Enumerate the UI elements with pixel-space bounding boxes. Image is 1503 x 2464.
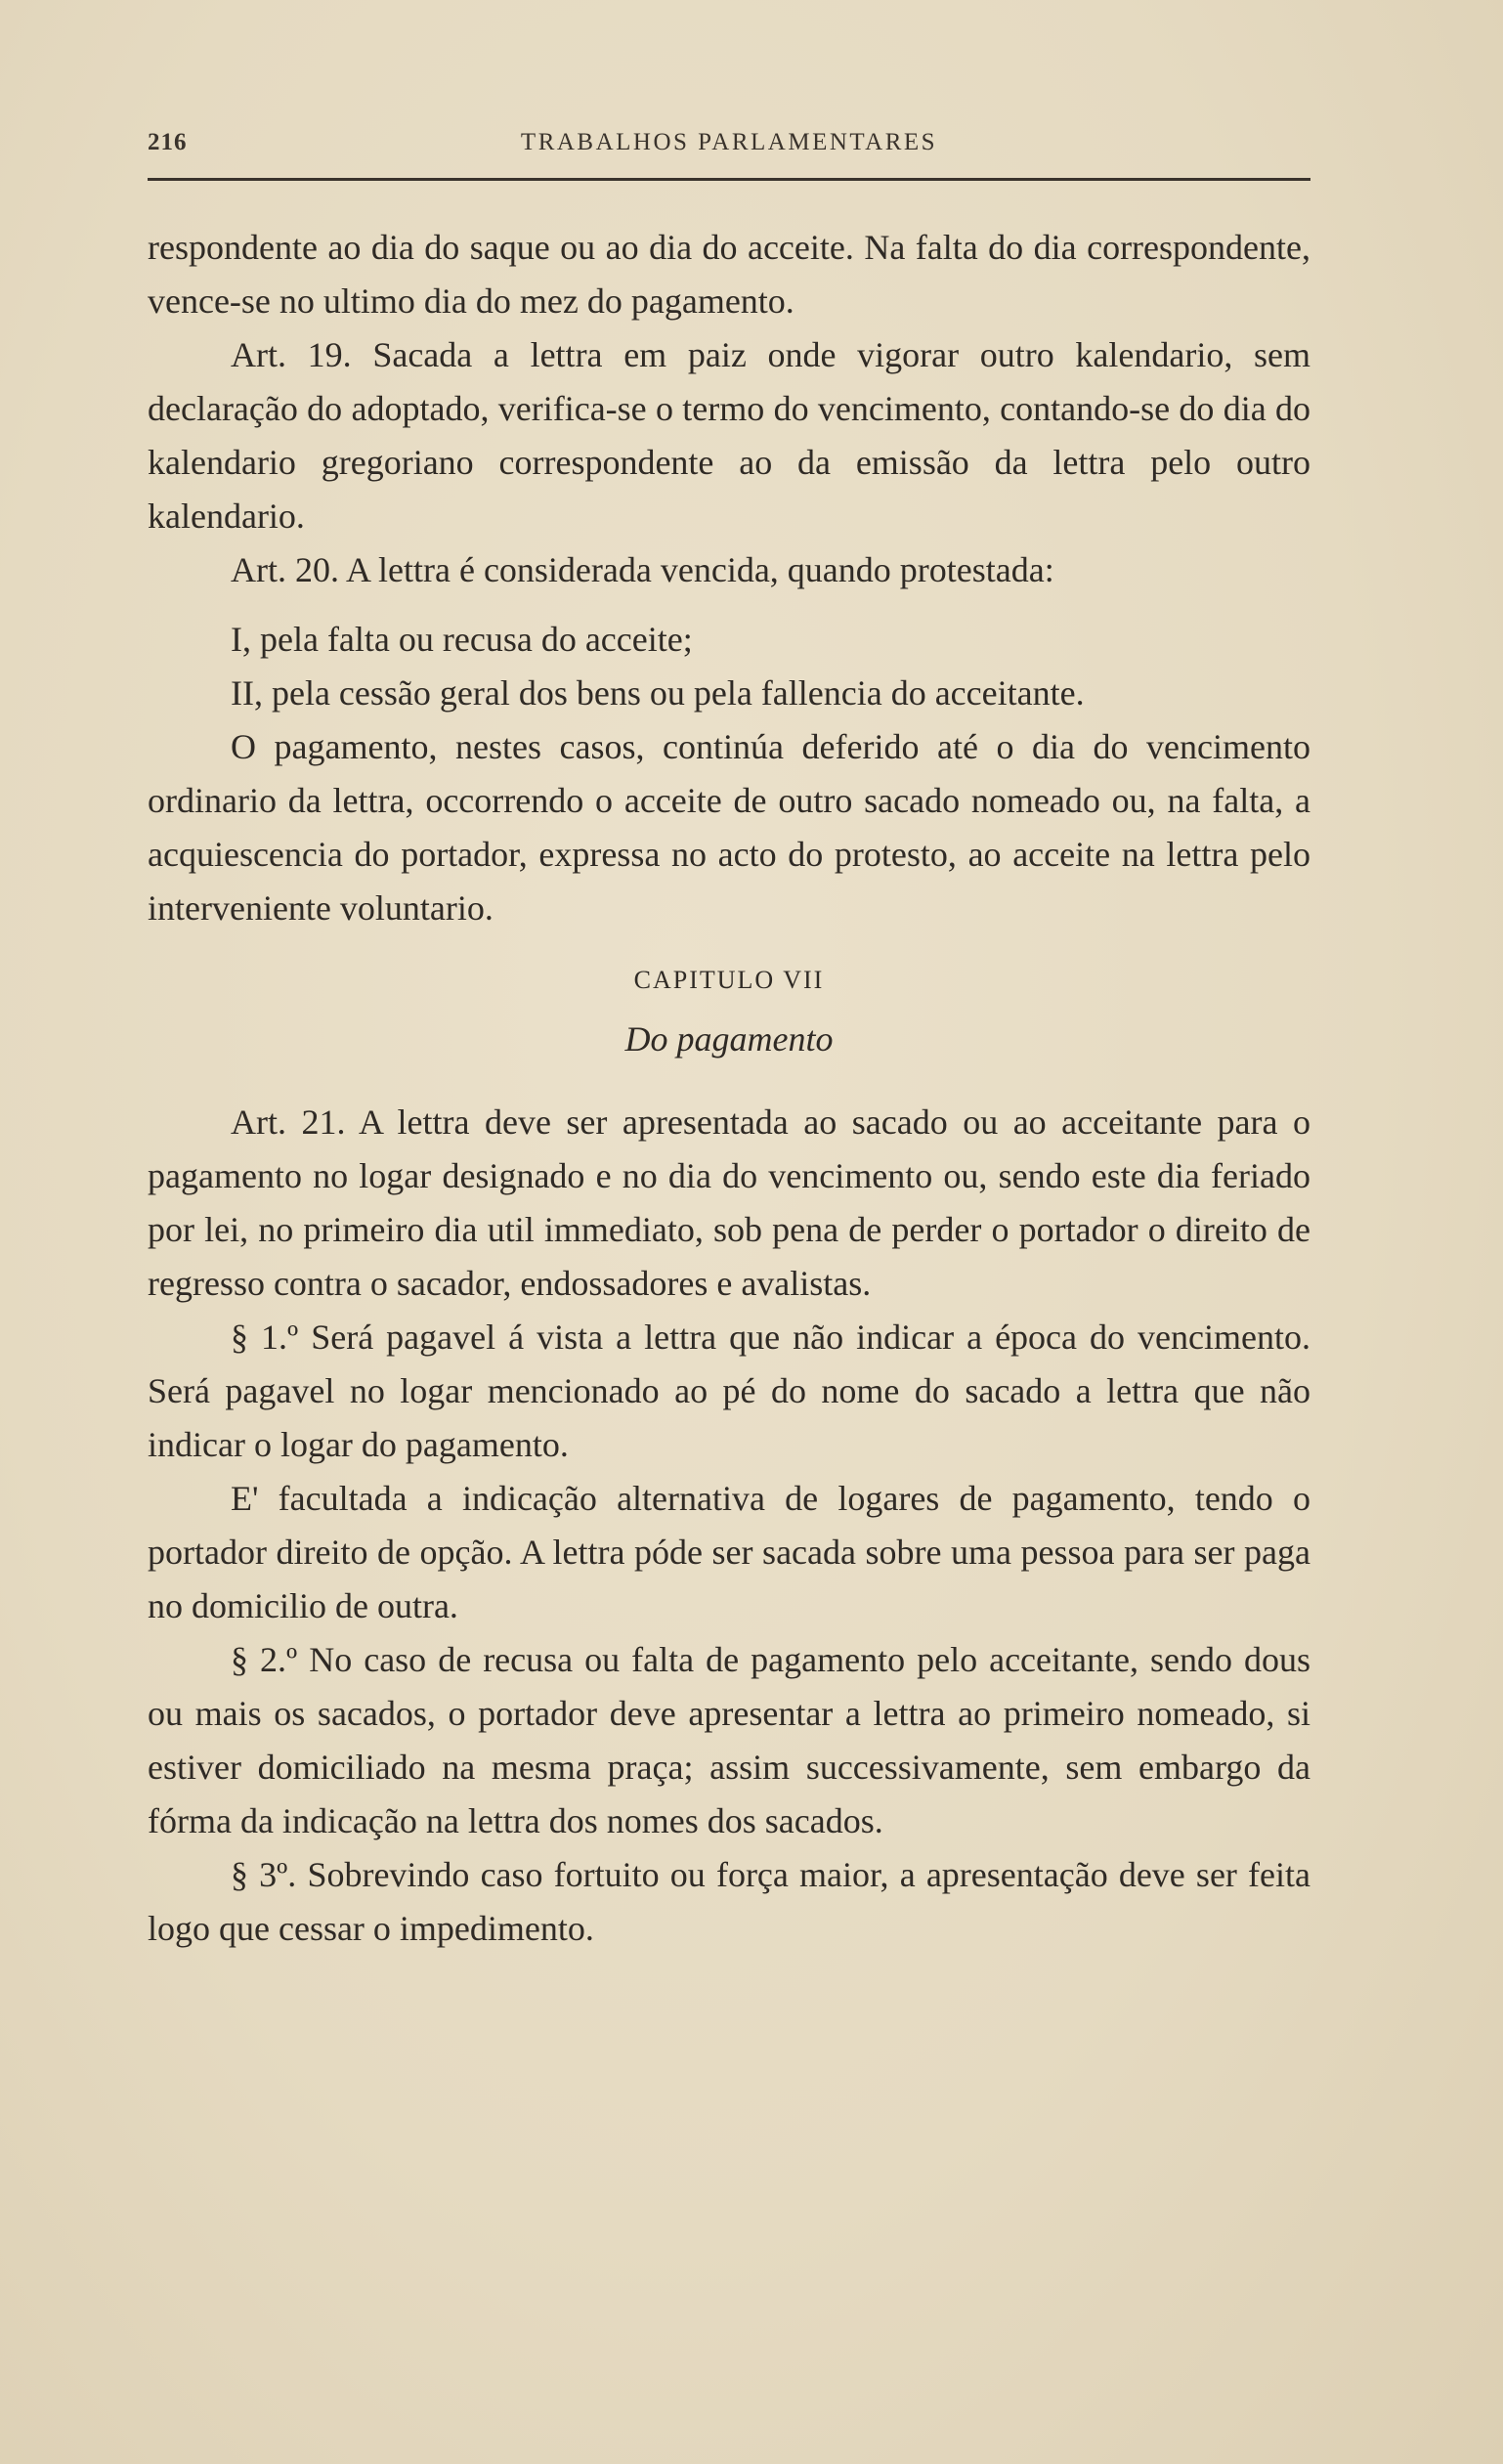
paragraph-pagamento: O pagamento, nestes casos, continúa deferido até o dia do vencimento ordinario da lettra, occorrendo o acceite de outro sacado nomeado ou, na falta, a acquiescencia do portador, expressa no acto do protesto, ao acceite na lettra pelo interveniente voluntario. [148,727,1310,928]
header-rule [148,178,1310,181]
page-number: 216 [148,129,188,155]
paragraph-art-19: Art. 19. Sacada a lettra em paiz onde vigorar outro kalendario, sem declaração do adoptado, verifica-se o termo do vencimento, contando-se do dia do kalendario gregoriano correspondente ao da emissão da lettra pelo outro kalendario. [148,335,1310,536]
paragraph-item-ii: II, pela cessão geral dos bens ou pela fallencia do acceitante. [231,673,1085,713]
paragraph-alternativa: E' facultada a indicação alternativa de logares de pagamento, tendo o portador direito de opção. A lettra póde ser sacada sobre uma pessoa para ser paga no domicilio de outra. [148,1479,1310,1625]
running-head [148,129,1310,168]
chapter-title: Do pagamento [624,1019,834,1059]
paragraph-item-i: I, pela falta ou recusa do acceite; [231,620,693,659]
paragraph-continuation: respondente ao dia do saque ou ao dia do acceite. Na falta do dia correspondente, vence-se no ultimo dia do mez do pagamento. [148,228,1310,321]
paragraph-art-21: Art. 21. A lettra deve ser apresentada ao sacado ou ao acceitante para o pagamento no logar designado e no dia do vencimento ou, sendo este dia feriado por lei, no primeiro dia util immediato, sob pena de perder o portador o direito de regresso contra o sacador, endossadores e avalistas. [148,1102,1310,1303]
paragraph-section-1: § 1.º Será pagavel á vista a lettra que não indicar a época do vencimento. Será pagavel no logar mencionado ao pé do nome do sacado a lettra que não indicar o logar do pagamento. [148,1318,1310,1464]
paragraph-art-20: Art. 20. A lettra é considerada vencida, quando protestada: [231,550,1054,589]
running-title: TRABALHOS PARLAMENTARES [520,129,938,155]
body-text [148,221,1310,1956]
book-page [148,0,1310,2464]
chapter-heading: CAPITULO VII [633,966,825,994]
paragraph-section-2: § 2.º No caso de recusa ou falta de pagamento pelo acceitante, sendo dous ou mais os sacados, o portador deve apresentar a lettra ao primeiro nomeado, si estiver domiciliado na mesma praça; assim successivamente, sem embargo da fórma da indicação na lettra dos nomes dos sacados. [148,1640,1310,1840]
paragraph-section-3: § 3º. Sobrevindo caso fortuito ou força maior, a apresentação deve ser feita logo que cessar o impedimento. [148,1855,1310,1948]
